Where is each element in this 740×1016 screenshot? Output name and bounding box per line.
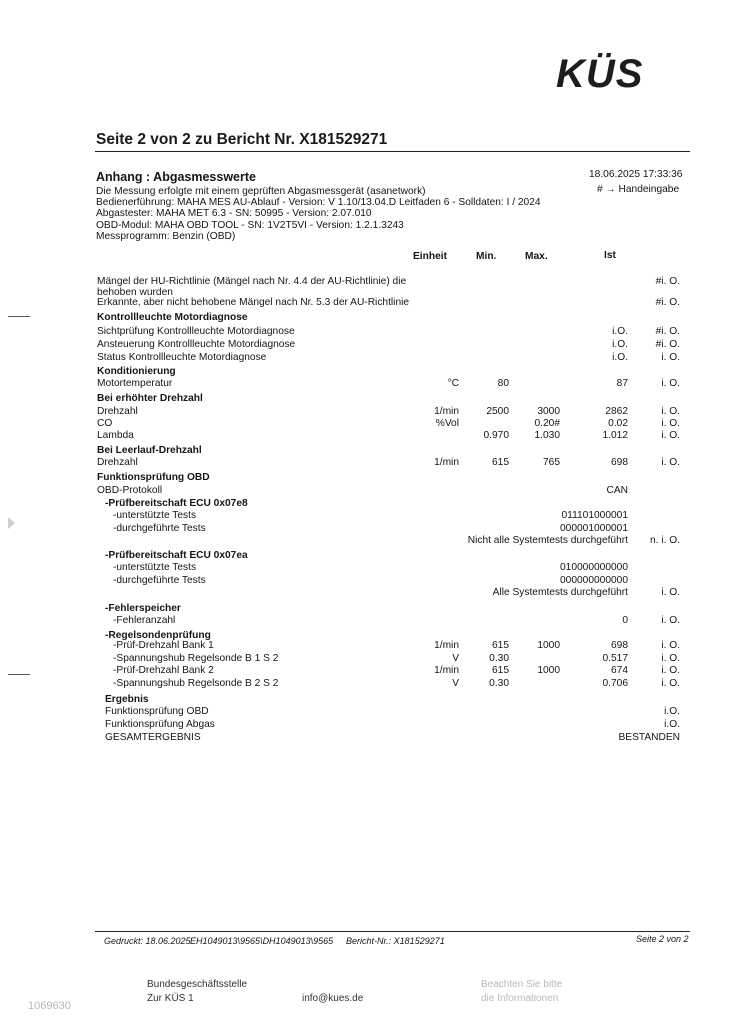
footer-report-no: Bericht-Nr.: X181529271 <box>346 936 445 946</box>
column-header-ist: Ist <box>604 250 616 261</box>
row-min: 80 <box>497 378 509 389</box>
row-ist: 011101000001 <box>561 510 628 521</box>
row-max: 765 <box>543 457 560 468</box>
title-rule <box>95 151 690 152</box>
row-unit: °C <box>447 378 459 389</box>
row-ist: 674 <box>611 665 628 676</box>
intro-line: OBD-Modul: MAHA OBD TOOL - SN: 1V2T5VI - Version: 1.2.1.3243 <box>96 220 404 231</box>
row-ist: 87 <box>616 378 628 389</box>
row-status: i. O. <box>661 378 680 389</box>
row-ist: 0.02 <box>608 418 628 429</box>
row-ist: 010000000000 <box>560 562 628 573</box>
intro-line: Abgastester: MAHA MET 6.3 - SN: 50995 - Version: 2.07.010 <box>96 208 372 219</box>
row-ist: CAN <box>606 485 628 496</box>
row-label: Funktionsprüfung OBD <box>97 472 210 483</box>
row-status: i. O. <box>661 653 680 664</box>
row-label: Funktionsprüfung Abgas <box>105 719 215 730</box>
row-status: #i. O. <box>655 276 680 287</box>
row-status: i. O. <box>661 615 680 626</box>
row-ist: 000000000000 <box>560 575 628 586</box>
row-label: -unterstützte Tests <box>113 562 197 573</box>
row-label: -Prüfbereitschaft ECU 0x07e8 <box>105 498 248 509</box>
row-min: 615 <box>492 640 509 651</box>
row-ist: i.O. <box>612 352 628 363</box>
office-email: info@kues.de <box>302 993 364 1004</box>
row-min: 615 <box>492 665 509 676</box>
footer-codes: EH1049013\9565\DH1049013\9565 <box>190 936 334 946</box>
row-status: #i. O. <box>655 297 680 308</box>
row-label: -Prüf-Drehzahl Bank 2 <box>113 665 214 676</box>
row-status: i. O. <box>661 430 680 441</box>
row-unit: 1/min <box>434 406 459 417</box>
info-note-line2: die Informationen <box>481 993 559 1004</box>
row-status: i. O. <box>661 406 680 417</box>
row-label: -durchgeführte Tests <box>113 523 206 534</box>
row-ist: Nicht alle Systemtests durchgeführt <box>467 535 628 546</box>
row-label: Drehzahl <box>97 457 138 468</box>
row-label: Kontrollleuchte Motordiagnose <box>97 312 248 323</box>
row-status: i. O. <box>661 640 680 651</box>
intro-line: Bedienerführung: MAHA MES AU-Ablauf - Version: V 1.10/13.04.D Leitfaden 6 - Solldaten: I / 2024 <box>96 197 541 208</box>
row-max: 1000 <box>537 665 560 676</box>
row-label: Funktionsprüfung OBD <box>105 706 209 717</box>
fold-mark-icon <box>8 517 15 529</box>
office-name: Bundesgeschäftsstelle <box>147 979 248 990</box>
row-unit: 1/min <box>434 457 459 468</box>
row-unit: %Vol <box>435 418 459 429</box>
row-status: i. O. <box>661 587 680 598</box>
row-label: -unterstützte Tests <box>113 510 197 521</box>
row-label: Status Kontrollleuchte Motordiagnose <box>97 352 267 363</box>
intro-line: Die Messung erfolgte mit einem geprüften Abgasmessgerät (asanetwork) <box>96 186 426 197</box>
row-unit: V <box>452 678 459 689</box>
row-label: Ergebnis <box>105 694 149 705</box>
report-title: Seite 2 von 2 zu Bericht Nr. X181529271 <box>96 131 388 148</box>
manual-entry-note: # → Handeingabe <box>597 184 680 195</box>
row-min: 615 <box>492 457 509 468</box>
row-label: Motortemperatur <box>97 378 173 389</box>
row-unit: 1/min <box>434 665 459 676</box>
row-ist: 0.706 <box>602 678 628 689</box>
row-label: Mängel der HU-Richtlinie (Mängel nach Nr. 4.4 der AU-Richtlinie) die <box>97 276 407 287</box>
row-label: Bei erhöhter Drehzahl <box>97 393 203 404</box>
row-label: Bei Leerlauf-Drehzahl <box>97 445 202 456</box>
row-min: 0.30 <box>489 678 509 689</box>
row-ist: 698 <box>611 640 628 651</box>
row-status: i.O. <box>664 719 680 730</box>
footer-page: Seite 2 von 2 <box>636 934 689 944</box>
row-status: i. O. <box>661 665 680 676</box>
row-label: Drehzahl <box>97 406 138 417</box>
row-label: -Spannungshub Regelsonde B 1 S 2 <box>113 653 279 664</box>
row-label: Ansteuerung Kontrollleuchte Motordiagnose <box>97 339 296 350</box>
measurement-datetime: 18.06.2025 17:33:36 <box>589 169 683 180</box>
row-label: OBD-Protokoll <box>97 485 163 496</box>
row-min: 0.30 <box>489 653 509 664</box>
column-header-max: Max. <box>525 251 548 262</box>
row-max: 0.20# <box>534 418 560 429</box>
faint-number: 1069630 <box>28 1000 71 1012</box>
punch-mark <box>8 674 30 675</box>
row-status: BESTANDEN <box>618 732 680 743</box>
row-ist: i.O. <box>612 326 628 337</box>
row-status: i.O. <box>664 706 680 717</box>
row-ist: 000001000001 <box>560 523 628 534</box>
footer-printed: Gedruckt: 18.06.2025 <box>104 936 191 946</box>
intro-line: Messprogramm: Benzin (OBD) <box>96 231 236 242</box>
row-unit: V <box>452 653 459 664</box>
section-title: Anhang : Abgasmesswerte <box>96 170 256 184</box>
row-label: -Spannungshub Regelsonde B 2 S 2 <box>113 678 279 689</box>
row-label: Sichtprüfung Kontrollleuchte Motordiagnose <box>97 326 295 337</box>
row-status: #i. O. <box>655 339 680 350</box>
row-label: Erkannte, aber nicht behobene Mängel nach Nr. 5.3 der AU-Richtlinie <box>97 297 410 308</box>
footer-rule <box>95 931 690 932</box>
office-street: Zur KÜS 1 <box>147 993 194 1004</box>
row-unit: 1/min <box>434 640 459 651</box>
row-ist: 698 <box>611 457 628 468</box>
row-ist: Alle Systemtests durchgeführt <box>492 587 628 598</box>
row-status: i. O. <box>661 352 680 363</box>
row-label: behoben wurden <box>97 287 173 298</box>
row-status: #i. O. <box>655 326 680 337</box>
row-label: GESAMTERGEBNIS <box>105 732 201 743</box>
row-label: -Regelsondenprüfung <box>105 630 211 641</box>
row-label: -Fehlerspeicher <box>105 603 181 614</box>
row-ist: 0.517 <box>602 653 628 664</box>
info-note-line1: Beachten Sie bitte <box>481 979 563 990</box>
row-label: -Prüf-Drehzahl Bank 1 <box>113 640 214 651</box>
row-status: i. O. <box>661 418 680 429</box>
row-label: Lambda <box>97 430 134 441</box>
column-header-einheit: Einheit <box>413 251 447 262</box>
punch-mark <box>8 316 30 317</box>
row-label: -Fehleranzahl <box>113 615 176 626</box>
row-max: 1000 <box>537 640 560 651</box>
row-status: n. i. O. <box>649 535 680 546</box>
column-header-min: Min. <box>476 251 497 262</box>
row-label: -Prüfbereitschaft ECU 0x07ea <box>105 550 248 561</box>
row-ist: 1.012 <box>602 430 628 441</box>
kues-logo: KÜS <box>556 52 644 96</box>
row-ist: i.O. <box>612 339 628 350</box>
row-ist: 2862 <box>605 406 628 417</box>
row-max: 3000 <box>537 406 560 417</box>
row-status: i. O. <box>661 457 680 468</box>
row-status: i. O. <box>661 678 680 689</box>
row-label: -durchgeführte Tests <box>113 575 206 586</box>
row-label: CO <box>97 418 113 429</box>
row-label: Konditionierung <box>97 366 176 377</box>
row-min: 2500 <box>486 406 509 417</box>
row-ist: 0 <box>622 615 628 626</box>
row-min: 0.970 <box>483 430 509 441</box>
row-max: 1.030 <box>534 430 560 441</box>
